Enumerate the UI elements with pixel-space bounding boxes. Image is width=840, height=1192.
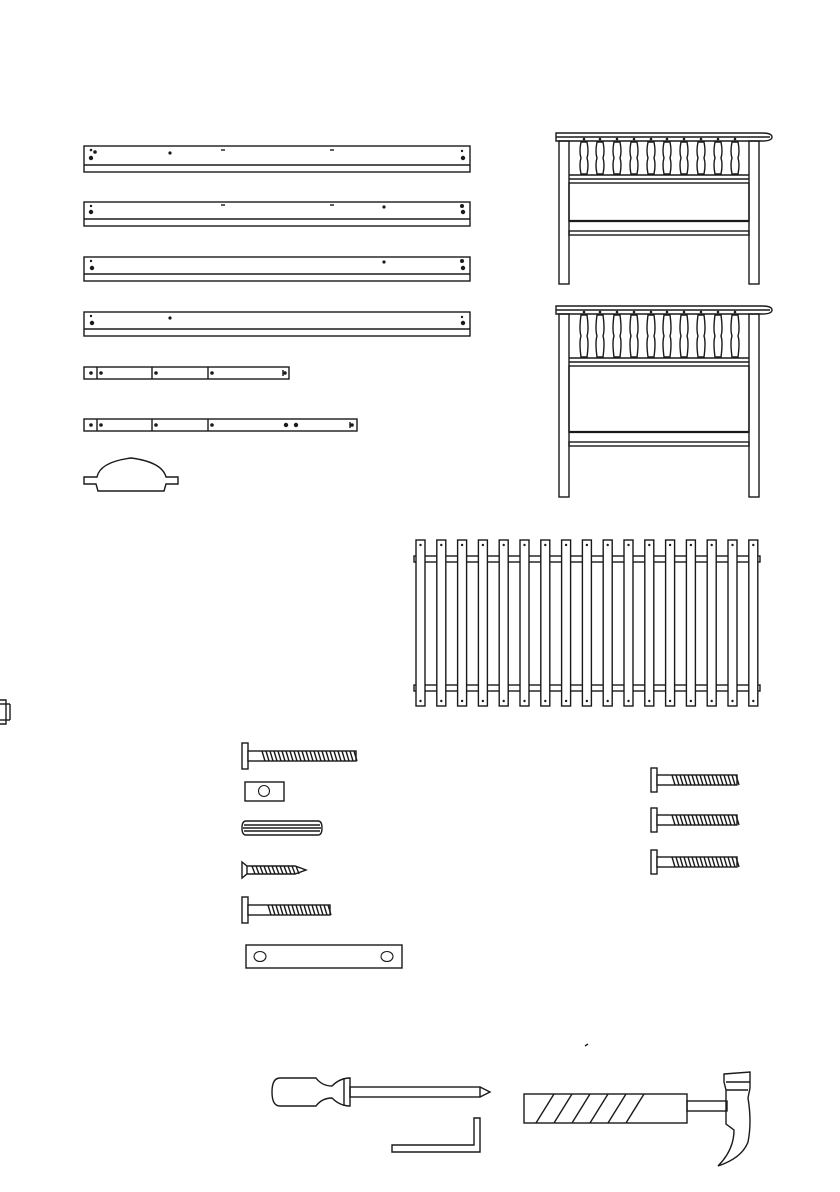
thread-line (288, 866, 291, 874)
slat (686, 540, 695, 706)
slat (562, 540, 571, 706)
bolt-long (242, 743, 357, 769)
spindle (680, 142, 688, 174)
edge-part (0, 700, 10, 724)
thread-line (272, 866, 275, 874)
slat-screw (690, 700, 692, 702)
slat-screw (544, 544, 546, 546)
slat-screw (586, 700, 588, 702)
spindle-peg (650, 311, 653, 314)
slat-screw (503, 544, 505, 546)
slat-screw (523, 544, 525, 546)
spindle-peg (717, 138, 720, 141)
slat-screw (731, 700, 733, 702)
slat-screw (482, 544, 484, 546)
slat-screw (461, 700, 463, 702)
spindle-peg (633, 311, 636, 314)
allen-key-icon (392, 1118, 480, 1152)
spindle (596, 315, 604, 357)
wood-screw (242, 862, 306, 878)
thread-line (280, 866, 283, 874)
slat-screw (648, 544, 650, 546)
top-cap (84, 458, 178, 491)
connector-plate (246, 945, 402, 968)
headboard-spindles (580, 138, 739, 174)
slat-screw (627, 544, 629, 546)
slat (707, 540, 716, 706)
slat-screw (607, 544, 609, 546)
short-rail-2 (84, 419, 357, 431)
thread-line (268, 866, 271, 874)
stray-mark (585, 1044, 588, 1046)
slat (437, 540, 446, 706)
spindle-peg (734, 311, 737, 314)
thread-line (252, 866, 255, 874)
spindle-peg (683, 311, 686, 314)
slat-screw (440, 700, 442, 702)
slat (416, 540, 425, 706)
thread-line (292, 866, 295, 874)
slat-screw (544, 700, 546, 702)
slat-screw (419, 700, 421, 702)
slat-screw (752, 544, 754, 546)
slat-screw (711, 700, 713, 702)
spindle (714, 315, 722, 357)
spindle (580, 142, 588, 174)
bolt-medium (242, 897, 331, 923)
spindle (596, 142, 604, 174)
slat-screw (669, 700, 671, 702)
slat-screw (586, 544, 588, 546)
thread-line (260, 866, 263, 874)
spindle (663, 142, 671, 174)
thread (252, 866, 299, 874)
spindle-peg (616, 311, 619, 314)
spindle-peg (633, 138, 636, 141)
spindle (731, 142, 739, 174)
thread-line (284, 866, 287, 874)
slat-screw (419, 544, 421, 546)
slat-screw (731, 544, 733, 546)
slats (416, 540, 758, 706)
spindle (647, 315, 655, 357)
footboard (556, 306, 772, 497)
slat-screw (690, 544, 692, 546)
spindle-peg (717, 311, 720, 314)
spindle-peg (616, 138, 619, 141)
spindle (663, 315, 671, 357)
thread-line (276, 866, 279, 874)
slat-screw (482, 700, 484, 702)
spindle-peg (650, 138, 653, 141)
spindle-peg (599, 138, 602, 141)
slat-screw (711, 544, 713, 546)
spindle (731, 315, 739, 357)
hammer-icon (524, 1072, 750, 1166)
slat-screw (648, 700, 650, 702)
spindle-peg (734, 138, 737, 141)
slat-screw (440, 544, 442, 546)
slat (478, 540, 487, 706)
slat (582, 540, 591, 706)
long-rail-2 (84, 202, 470, 226)
slat (624, 540, 633, 706)
thread-line (264, 866, 267, 874)
spindle (630, 142, 638, 174)
barrel-nut (245, 782, 284, 801)
slat (541, 540, 550, 706)
thread-line (256, 866, 259, 874)
spindle (647, 142, 655, 174)
slat-screw (565, 544, 567, 546)
slat-screw (669, 544, 671, 546)
slat-screw (461, 544, 463, 546)
wooden-dowel (242, 821, 322, 835)
slat (458, 540, 467, 706)
spindle (697, 315, 705, 357)
long-rail-3 (84, 257, 470, 281)
short-rail-1 (84, 367, 289, 379)
slat-screw (752, 700, 754, 702)
spindle (613, 315, 621, 357)
slat-panel (414, 540, 760, 706)
slat (728, 540, 737, 706)
spindle-peg (683, 138, 686, 141)
bolt-short-3 (651, 850, 739, 874)
spindle-peg (583, 138, 586, 141)
long-rail-4 (84, 312, 470, 336)
spindle (714, 142, 722, 174)
spindle-peg (599, 311, 602, 314)
long-rail-1 (84, 146, 470, 172)
spindle-peg (700, 311, 703, 314)
bolt-short-1 (651, 768, 739, 792)
spindle (613, 142, 621, 174)
spindle-peg (666, 138, 669, 141)
slat-screw (607, 700, 609, 702)
slat-screw (627, 700, 629, 702)
slat (749, 540, 758, 706)
slat (666, 540, 675, 706)
spindle-peg (700, 138, 703, 141)
spindle (697, 142, 705, 174)
slat-screw (503, 700, 505, 702)
spindle (580, 315, 588, 357)
spindle (630, 315, 638, 357)
footboard-spindles (580, 311, 739, 357)
bolt-short-2 (651, 808, 739, 832)
spindle-peg (666, 311, 669, 314)
slat-screw (523, 700, 525, 702)
slat (499, 540, 508, 706)
screwdriver-icon (272, 1078, 490, 1106)
slat (603, 540, 612, 706)
slat (645, 540, 654, 706)
spindle-peg (583, 311, 586, 314)
spindle (680, 315, 688, 357)
slat (520, 540, 529, 706)
headboard (556, 133, 772, 284)
slat-screw (565, 700, 567, 702)
